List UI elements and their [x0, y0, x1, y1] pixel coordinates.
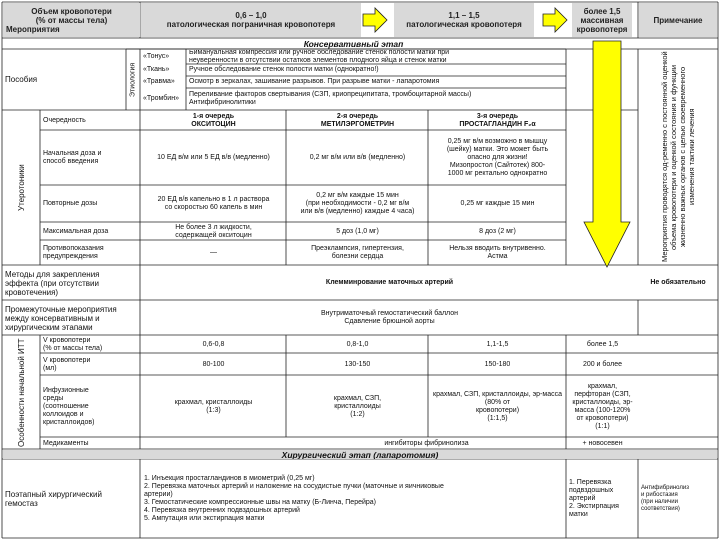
tone-measure: Бимануальная компрессия или ручное обследование стенок полости матки при неуверенности в отсутствии остатков элементов плодного яйца и стенок матки: [189, 50, 450, 64]
etiology-label: Этиология: [129, 62, 137, 97]
max-dose-col2: 5 доз (1,0 мг): [336, 227, 379, 235]
arrow-right-icon: [362, 7, 388, 33]
drugs-label: Медикаменты: [43, 439, 89, 447]
loss-percent-col2: 0,8-1,0: [346, 340, 369, 348]
arrow-right-icon: [542, 7, 568, 33]
repeat-dose-col2: 0,2 мг в/м каждые 15 мин (при необходимости - 0,2 мг в/м или в/в (медленно) каждые 4 часа): [300, 192, 415, 215]
contraindications-col1: —: [210, 249, 217, 256]
loss-percent-col3: 1,1-1,5: [486, 340, 509, 348]
surgical-note: Антифибринолиз и рибостазия (при наличии соответствия): [641, 485, 689, 512]
infusion-label: Инфузионные среды (соотношение коллоидов и кристаллоидов): [43, 386, 95, 426]
arrow-down-icon: [583, 40, 631, 268]
header-loss-cell: [3, 3, 140, 37]
aids-label: Пособия: [5, 74, 38, 84]
drugs-col4: + новосевен: [582, 439, 623, 447]
methods-note: Не обязательно: [650, 279, 706, 286]
header-col2: 1,1 – 1,5 патологическая кровопотеря: [394, 3, 534, 37]
initial-dose-col1: 10 ЕД в/м или 5 ЕД в/в (медленно): [157, 154, 270, 161]
trauma-measure: Осмотр в зеркалах, зашивание разрывов. При разрыве матки - лапаротомия: [189, 78, 440, 85]
repeat-dose-label: Повторные дозы: [43, 200, 98, 207]
measures-label: Мероприятия: [6, 24, 60, 34]
cause-trauma: «Травма»: [143, 78, 175, 85]
order-col2: 2-я очередь МЕТИЛЭРГОМЕТРИН: [320, 112, 395, 128]
max-dose-col3: 8 доз (2 мг): [479, 227, 516, 235]
header-col3: более 1,5 массивная кровопотеря: [572, 3, 632, 37]
max-dose-col1: Не более 3 л жидкости, содержащей окситоцин: [175, 223, 252, 239]
repeat-dose-col3: 0,25 мг каждые 15 мин: [460, 200, 535, 207]
contraindications-col3: Нельзя вводить внутривенно. Астма: [449, 245, 546, 260]
itt-label: Особенности начальной ИТТ: [17, 338, 26, 447]
order-col1: 1-я очередь ОКСИТОЦИН: [191, 112, 236, 128]
methods-text: Клемминрование маточных артерий: [325, 279, 454, 286]
infusion-col2: крахмал, СЗП, кристаллоиды (1:2): [333, 394, 382, 418]
max-dose-label: Максимальная доза: [43, 227, 109, 235]
order-col3: 3-я очередь ПРОСТАГЛАНДИН F₂α: [459, 112, 536, 128]
tissue-measure: Ручное обследование стенок полости матки (однократно!): [189, 66, 379, 73]
header-col1: 0,6 – 1,0 патологическая пограничная кровопотеря: [141, 3, 361, 37]
loss-percent-label: V кровопотери (% от массы тела): [43, 336, 103, 352]
loss-ml-label: V кровопотери (мл): [43, 356, 91, 372]
loss-ml-col2: 130-150: [344, 360, 371, 368]
drugs-col3: ингибиторы фибринолиза: [384, 439, 469, 447]
loss-percent-col1: 0,6-0,8: [202, 340, 225, 348]
loss-label: Объем кровопотери (% от массы тела): [31, 6, 112, 25]
methods-label: Методы для закрепления эффекта (при отсутствии кровотечения): [5, 269, 100, 297]
thrombin-measure: Переливание факторов свертывания (СЗП, криопреципитата, тромбоцитарной массы) Антифибринолитики: [189, 91, 472, 106]
surgical-col3: 1. Перевязка подвздошных артерий 2. Экстирпация матки: [569, 479, 619, 518]
loss-ml-col3: 150-180: [484, 360, 511, 368]
cause-tone: «Тонус»: [143, 53, 170, 60]
initial-dose-col3: 0,25 мг в/м возможно в мышцу (шейку) матки. Это может быть опасно для жизни! Мизопростол (Сайтотек) 800- 1000 мг ректально однократно: [446, 138, 549, 177]
loss-percent-col4: более 1,5: [586, 340, 619, 348]
surgical-title: Хирургический этап (лапаротомия): [3, 450, 717, 459]
uterotonics-label: Утеротоники: [17, 164, 26, 212]
initial-dose-label: Начальная доза и способ введения: [43, 150, 102, 165]
contraindications-col2: Преэклампсия, гипертензия, болезни сердца: [311, 245, 404, 260]
cause-thrombin: «Тромбин»: [143, 95, 179, 102]
surgical-steps: 1. Инъекция простагландинов в миометрий (0,25 мг) 2. Перевязка маточных артерий и наложение на сосудистые пучки (маточные и яичниковые артерии) 3. Гемостатические компрессионные швы на матку (Б-Линча, Перейра) 4. Перевязка внутренних подвздошных артерий 5. Ампутация или экстирпация матки: [144, 475, 444, 522]
initial-dose-col2: 0,2 мг в/м или в/в (медленно): [309, 154, 406, 161]
cause-tissue: «Ткань»: [143, 66, 170, 73]
surgical-label: Поэтапный хирургический гемостаз: [5, 490, 102, 508]
order-label: Очередность: [43, 116, 86, 124]
repeat-dose-col1: 20 ЕД в/в капельно в 1 л раствора со скоростью 60 капель в мин: [157, 196, 270, 211]
infusion-col4: крахмал, перфторан (СЗП, кристаллоиды, эр- масса (100-120% от кровопотери) (1:1): [572, 382, 633, 430]
infusion-col3: крахмал, СЗП, кристаллоиды, эр-масса (80% от кровопотери) (1:1,5): [433, 390, 562, 422]
header-note: Примечание: [639, 3, 717, 37]
infusion-col1: крахмал, кристаллоиды (1:3): [174, 398, 253, 414]
loss-ml-col4: 200 и более: [582, 360, 623, 368]
monitoring-note: Мероприятия проводятся од-ременно с постоянной оценкой объема кровопотери и оценкой состояния и функции жизненно важных органов с целью своевременного изменения тактики лечения: [660, 51, 696, 263]
intermediate-label: Промежуточные мероприятия между консервативным и хирургическим этапами: [5, 304, 117, 332]
loss-ml-col1: 80-100: [202, 360, 225, 368]
conservative-title: Консервативный этап: [303, 38, 404, 49]
intermediate-text: Внутриматочный гемостатический баллон Сдавление брюшной аорты: [321, 310, 458, 325]
contraindications-label: Противопоказания предупреждения: [43, 245, 104, 260]
